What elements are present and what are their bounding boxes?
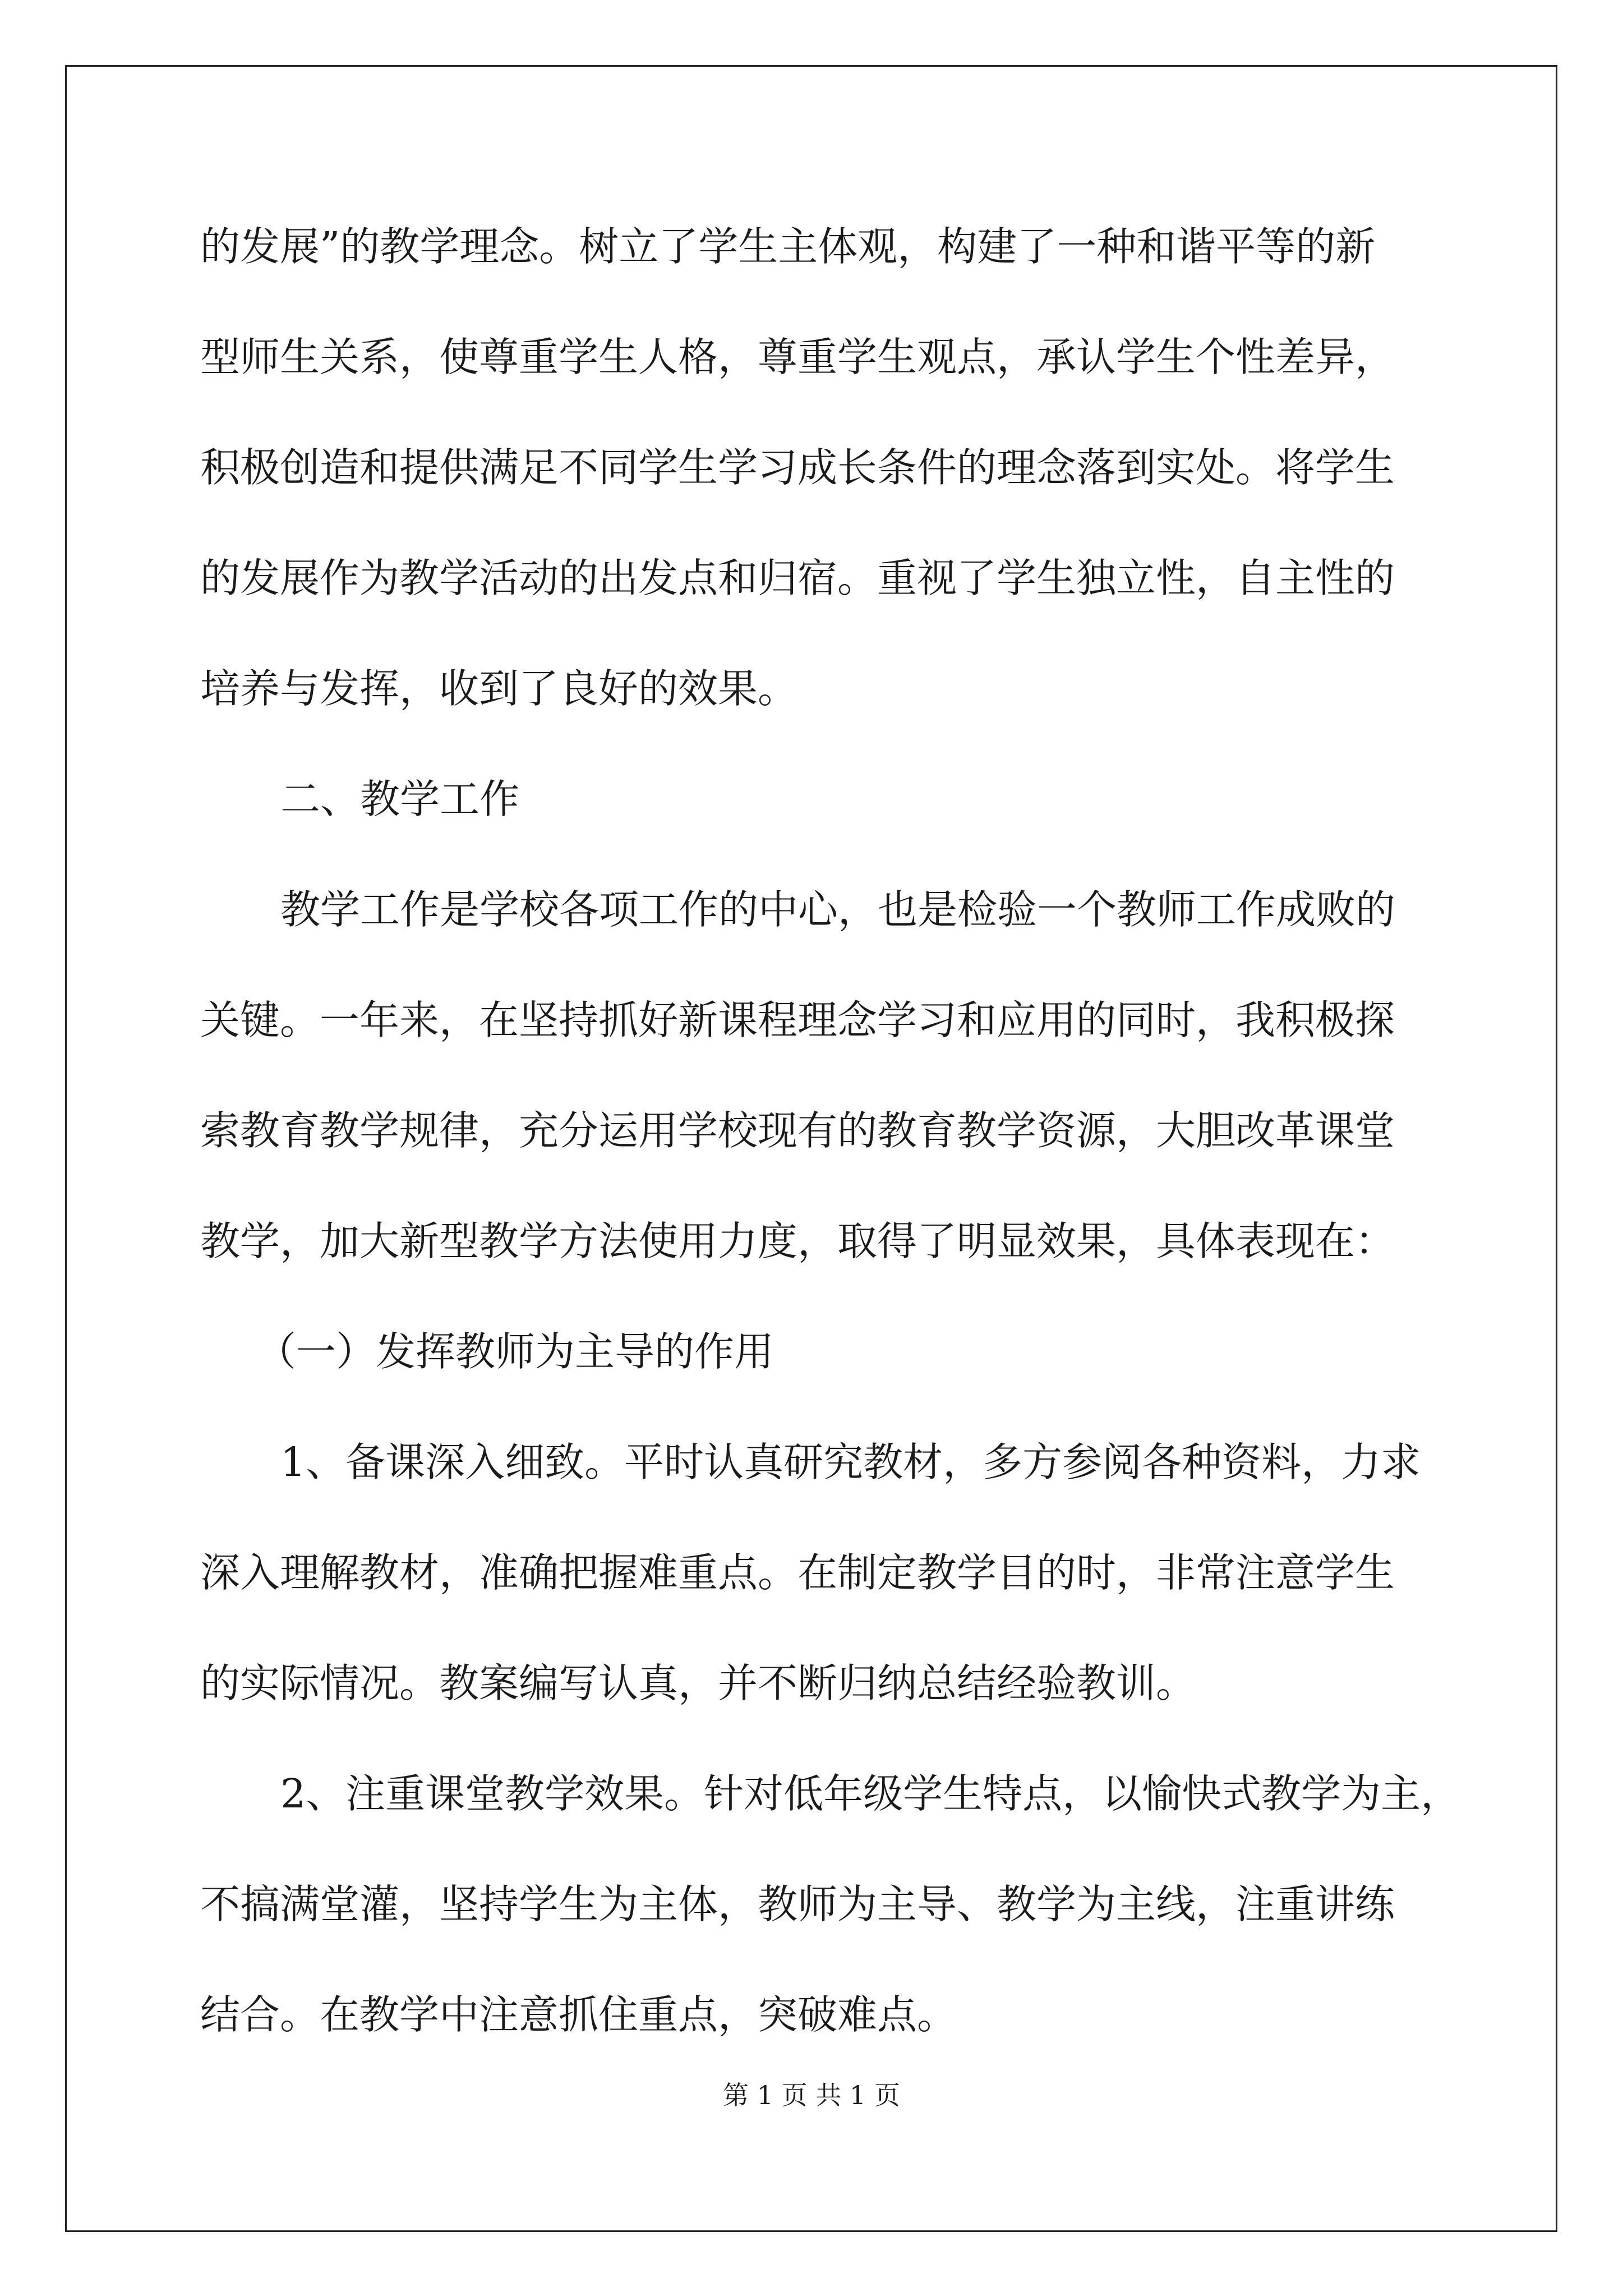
paragraph-line: 索教育教学规律，充分运用学校现有的教育教学资源，大胆改革课堂 <box>200 1107 1395 1154</box>
paragraph-line: 2、注重课堂教学效果。针对低年级学生特点，以愉快式教学为主， <box>280 1770 1461 1817</box>
paragraph-line: 不搞满堂灌，坚持学生为主体，教师为主导、教学为主线，注重讲练 <box>200 1881 1395 1927</box>
paragraph-line: 积极创造和提供满足不同学生学习成长条件的理念落到实处。将学生 <box>200 444 1395 491</box>
section-heading: 二、教学工作 <box>280 776 520 822</box>
subsection-heading: （一）发挥教师为主导的作用 <box>256 1328 774 1375</box>
paragraph-line: 培养与发挥，收到了良好的效果。 <box>200 665 798 712</box>
page-number-footer: 第 1 页 共 1 页 <box>723 2080 900 2110</box>
paragraph-line: 教学工作是学校各项工作的中心，也是检验一个教师工作成败的 <box>280 886 1396 933</box>
paragraph-line: 教学，加大新型教学方法使用力度，取得了明显效果，具体表现在： <box>200 1218 1395 1264</box>
paragraph-line: 型师生关系，使尊重学生人格，尊重学生观点，承认学生个性差异， <box>200 334 1395 380</box>
paragraph-line: 的发展作为教学活动的出发点和归宿。重视了学生独立性，自主性的 <box>200 555 1395 601</box>
paragraph-line: 结合。在教学中注意抓住重点，突破难点。 <box>200 1991 957 2038</box>
paragraph-line: 深入理解教材，准确把握难重点。在制定教学目的时，非常注意学生 <box>200 1549 1395 1596</box>
paragraph-line: 的实际情况。教案编写认真，并不断归纳总结经验教训。 <box>200 1660 1196 1706</box>
paragraph-line: 1、备课深入细致。平时认真研究教材，多方参阅各种资料，力求 <box>280 1439 1421 1485</box>
paragraph-line: 的发展”的教学理念。树立了学生主体观，构建了一种和谐平等的新 <box>200 223 1376 270</box>
paragraph-line: 关键。一年来，在坚持抓好新课程理念学习和应用的同时，我积极探 <box>200 997 1395 1043</box>
